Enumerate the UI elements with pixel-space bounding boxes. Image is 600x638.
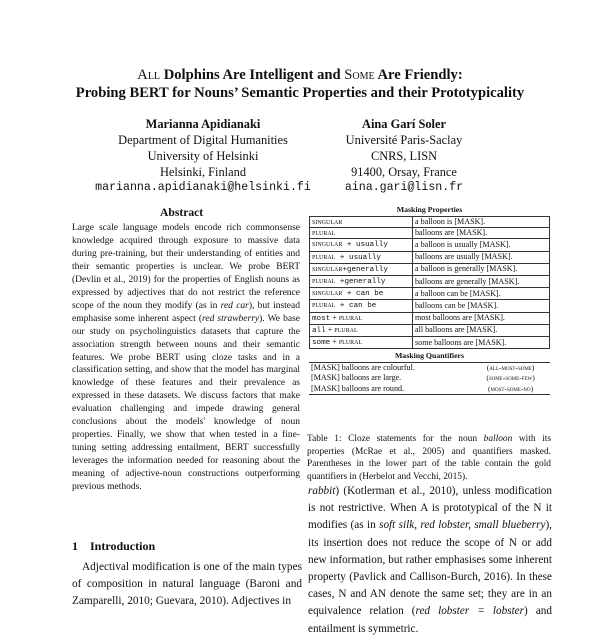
right-paragraph: rabbit) (Kotlerman et al., 2010), unless modification is not restrictive. When A is prototypical of the N it modifies (as in soft silk, red lobster, small blueberry), its insertion does not reduce the scope of N or add new information, but rather emphasises some inherent property (Pavlick and Callison-Burch, 2016). In these cases, N and AN denote the same set; they are in an equivalence relation (red lobster = lobster) and entailment is symmetric. [308, 485, 552, 635]
table-row [310, 217, 550, 228]
table-row [310, 276, 550, 288]
template-cell: some + plural [310, 337, 413, 349]
author-univ: University of Helsinki [147, 149, 259, 163]
table-row [310, 300, 550, 312]
author-city: Helsinki, Finland [159, 165, 247, 179]
author-block-2 [324, 116, 484, 196]
title-line-1 [0, 66, 600, 84]
template-cell: singular + can be [310, 288, 413, 300]
table-heading-properties: Masking Properties [396, 205, 463, 214]
quantifier-statement: [MASK] balloons are colourful. [311, 363, 415, 373]
table-1 [307, 204, 552, 395]
statement-cell: all balloons are [MASK]. [413, 324, 550, 336]
author-dept: Université Paris-Saclay [345, 133, 463, 147]
paper-title [0, 66, 600, 102]
section-number: 1 [72, 539, 78, 553]
abstract-body [72, 222, 300, 494]
author-name: Marianna Apidianaki [145, 117, 261, 131]
table-row [310, 263, 550, 275]
gold-quantifiers: (some-some-few) [486, 373, 535, 383]
properties-table [309, 216, 550, 349]
statement-cell: a balloon is usually [MASK]. [413, 239, 550, 251]
template-cell: all + plural [310, 324, 413, 336]
table-row [309, 373, 550, 383]
statement-cell: balloons are usually [MASK]. [413, 251, 550, 263]
quantifier-statement: [MASK] balloons are round. [311, 383, 405, 393]
table-caption: Table 1: Cloze statements for the noun balloon with its properties (McRae et al., 2005) and quantifiers masked. Parentheses in the lower part of the table contain the gold quantifiers in (Herbelot and Vecchi, 2015). [307, 434, 551, 482]
template-cell: plural + can be [310, 300, 413, 312]
title-part-a: Dolphins Are Intelligent and [160, 67, 345, 83]
table-row [310, 312, 550, 324]
author-email[interactable]: aina.gari@lisn.fr [344, 181, 464, 194]
intro-paragraph: Adjectival modification is one of the main types of composition in natural language (Baroni and Zamparelli, 2010; Guevara, 2010). Adjectives in [72, 561, 302, 607]
template-cell: plural [310, 228, 413, 239]
author-name: Aina Garí Soler [362, 117, 446, 131]
statement-cell: a balloon can be [MASK]. [413, 288, 550, 300]
statement-cell: most balloons are [MASK]. [413, 312, 550, 324]
table-row [309, 363, 550, 374]
table-row [310, 239, 550, 251]
table-heading-quantifiers: Masking Quantifiers [394, 351, 465, 361]
right-column-text [308, 483, 552, 638]
table-row [310, 337, 550, 349]
table-row [310, 288, 550, 300]
template-cell: plural +generally [310, 276, 413, 288]
statement-cell: a balloon is [MASK]. [413, 217, 550, 228]
quantifier-statement: [MASK] balloons are large. [311, 373, 402, 383]
quantifiers-table [309, 362, 550, 395]
abstract-heading: Abstract [160, 206, 204, 219]
title-all: All [137, 67, 161, 83]
author-dept: Department of Digital Humanities [118, 133, 288, 147]
author-univ: CNRS, LISN [370, 149, 438, 163]
intro-text [72, 559, 302, 610]
template-cell: most + plural [310, 312, 413, 324]
statement-cell: some balloons are [MASK]. [413, 337, 550, 349]
section-title: Introduction [90, 539, 156, 553]
title-part-b: Are Friendly: [374, 67, 463, 83]
statement-cell: balloons are generally [MASK]. [413, 276, 550, 288]
template-cell: singular + usually [310, 239, 413, 251]
table-row [310, 251, 550, 263]
statement-cell: balloons can be [MASK]. [413, 300, 550, 312]
template-cell: plural + usually [310, 251, 413, 263]
table-row [309, 384, 550, 395]
author-block-1 [72, 116, 334, 196]
gold-quantifiers: (most-some-no) [488, 383, 534, 393]
title-line-2: Probing BERT for Nouns’ Semantic Properties and their Prototypicality [75, 85, 525, 101]
table-row [310, 228, 550, 239]
template-cell: singular [310, 217, 413, 228]
gold-quantifiers: (all-most-some) [486, 363, 535, 373]
section-heading [72, 539, 167, 554]
statement-cell: balloons are [MASK]. [413, 228, 550, 239]
statement-cell: a balloon is generally [MASK]. [413, 263, 550, 275]
table-row [310, 324, 550, 336]
title-some: Some [344, 67, 375, 83]
template-cell: singular+generally [310, 263, 413, 275]
author-email[interactable]: marianna.apidianaki@helsinki.fi [95, 181, 311, 194]
author-city: 91400, Orsay, France [351, 165, 457, 179]
abstract-paragraph: Large scale language models encode rich commonsense knowledge acquired through exposure to massive data during pre-training, but their understanding of entities and their semantic properties is unclear. We probe BERT (Devlin et al., 2019) for the properties of English nouns as expressed by adjectives that do not restrict the reference scope of the noun they modify (as in red car), but instead emphasise some inherent aspect (red strawberry). We base our study on psycholinguistics datasets that capture the association strength between nouns and their semantic features. We probe BERT using cloze tasks and in a classification setting, and show that the model has marginal knowledge of these features and their prevalence as expressed in these datasets. We discuss factors that make evaluation challenging and impede drawing general conclusions about the models' knowledge of noun properties. Finally, we show that when tested in a fine-tuning setting addressing entailment, BERT successfully leverages the information needed for reasoning about the meaning of adjective-noun constructions outperforming previous methods. [72, 223, 300, 493]
